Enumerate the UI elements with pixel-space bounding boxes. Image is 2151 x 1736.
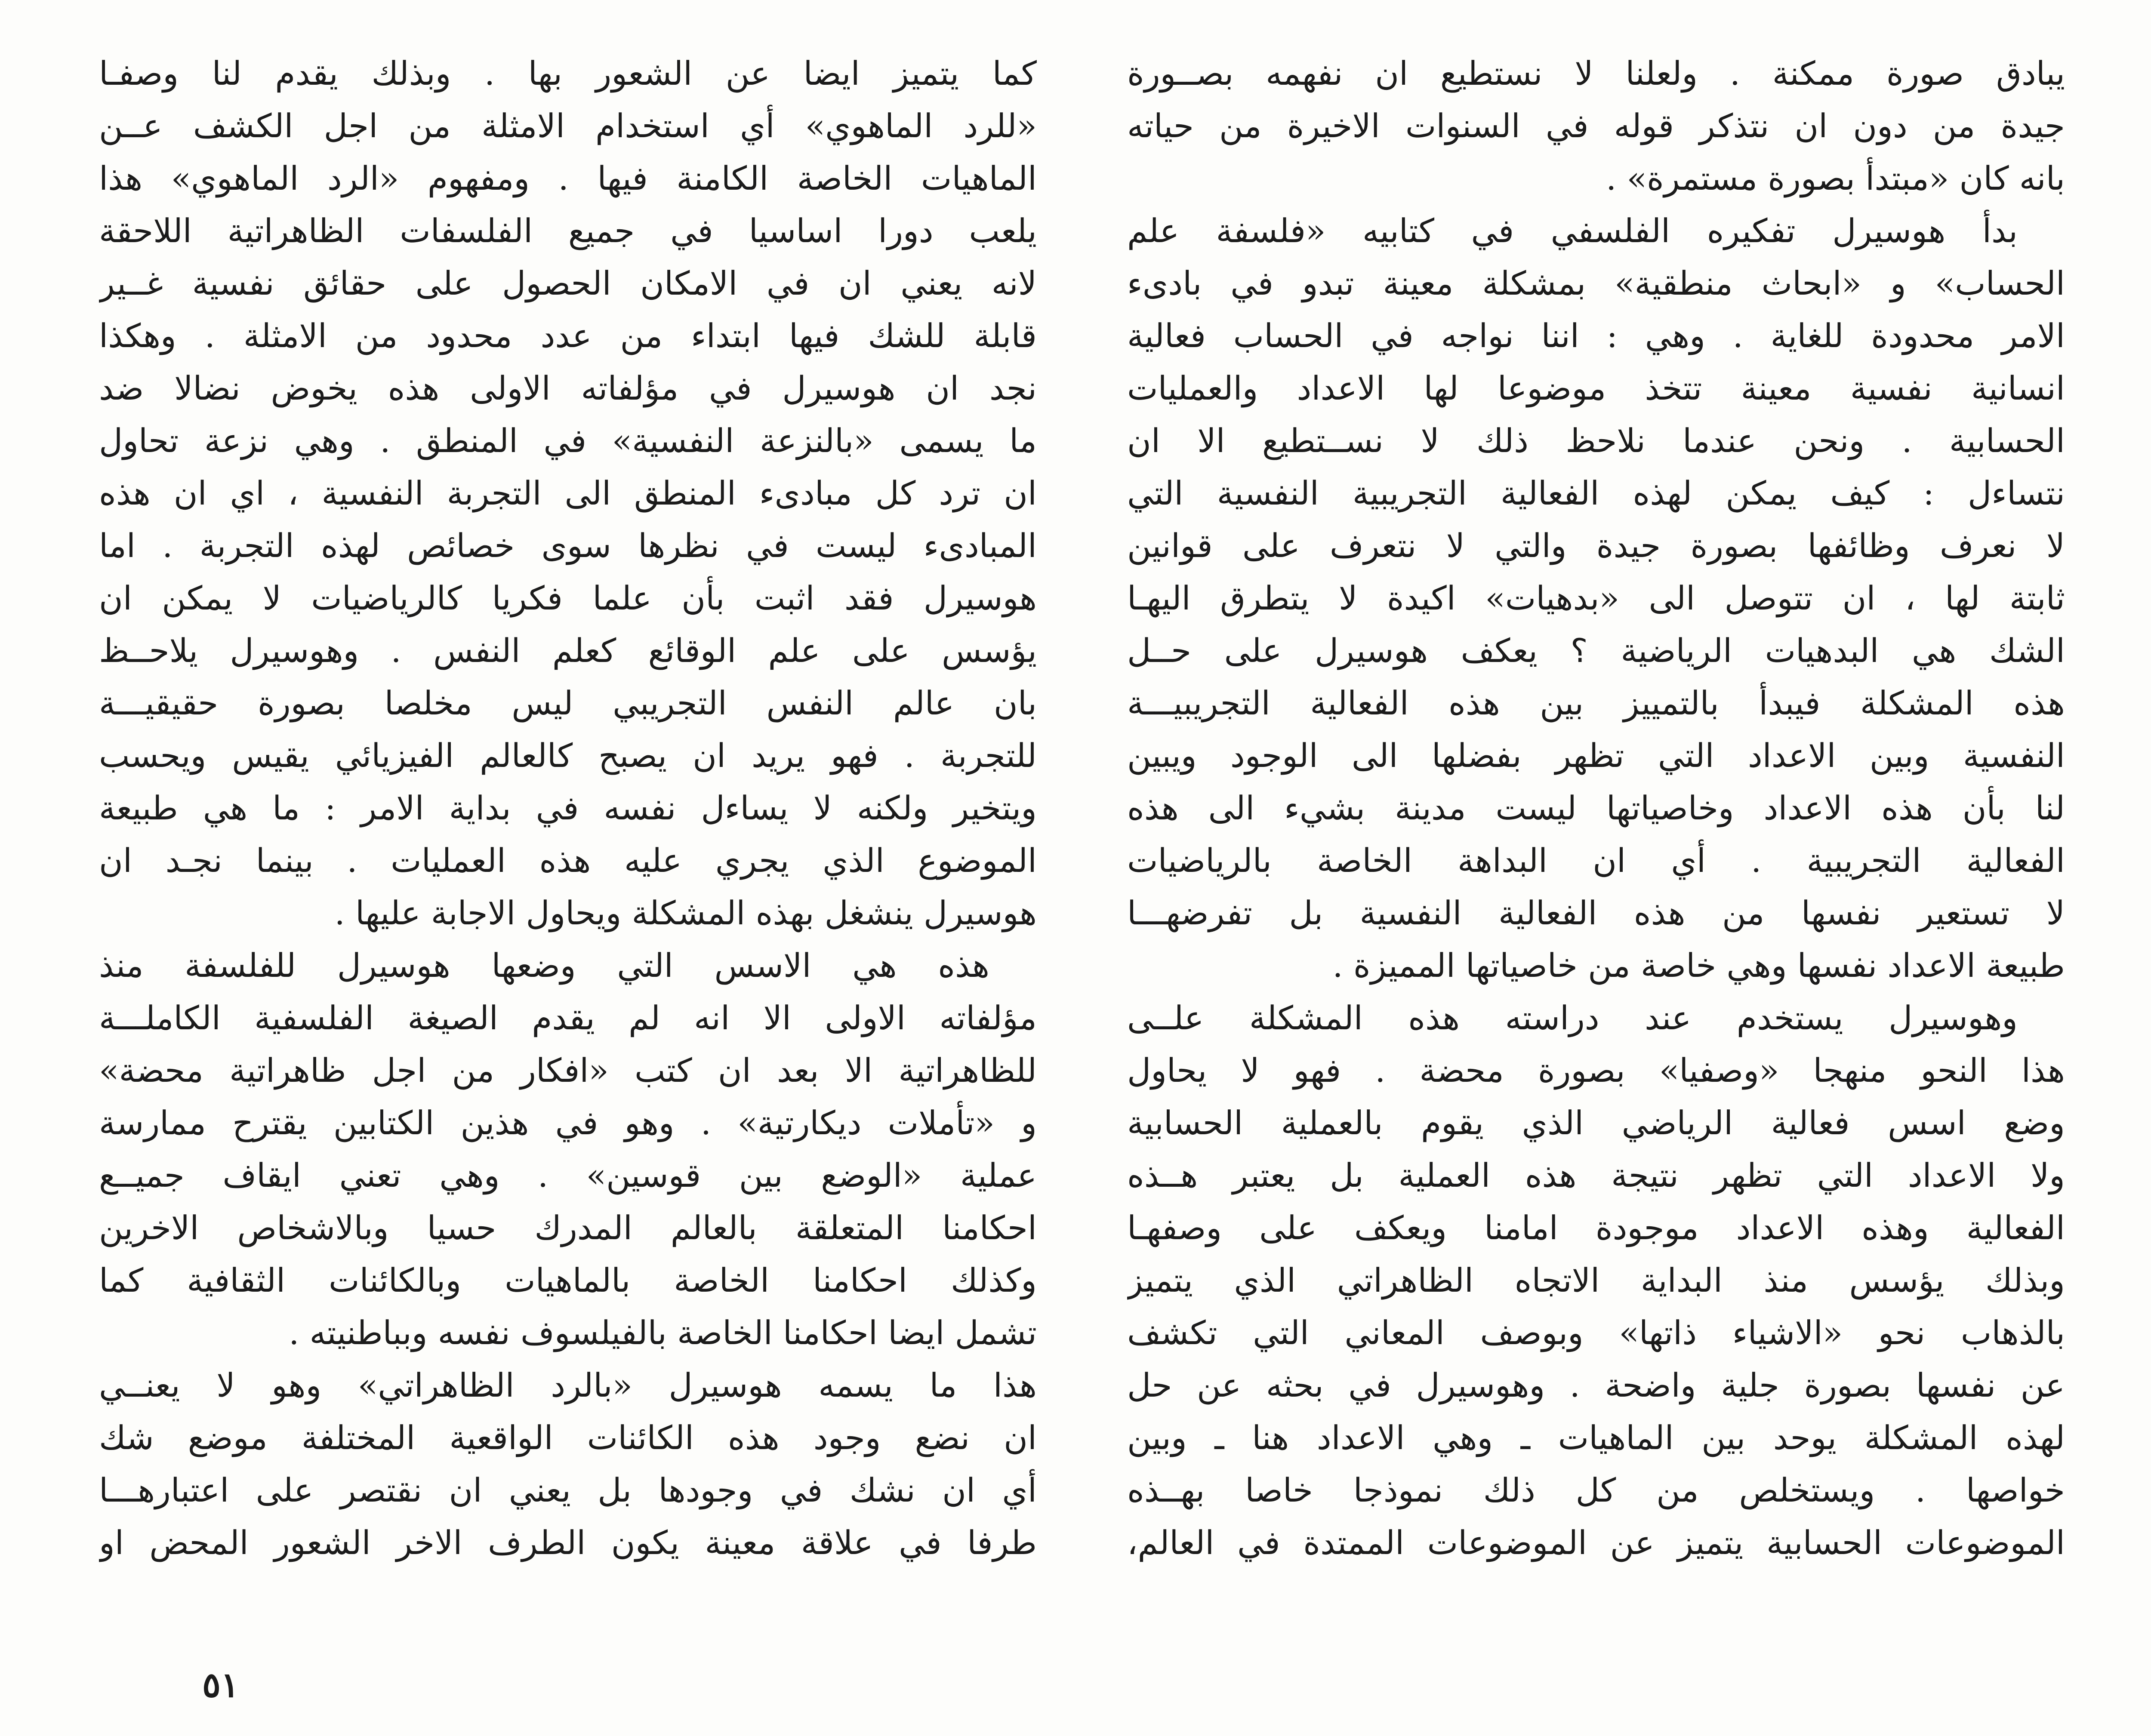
text-line: أي ان نشك في وجودها بل يعني ان نقتصر على اعتبارهـــا xyxy=(99,1471,1037,1509)
text-line: جيدة من دون ان نتذكر قوله في السنوات الاخيرة من حياته xyxy=(1127,107,2065,145)
text-line: انسانية نفسية معينة تتخذ موضوعا لها الاعداد والعمليات xyxy=(1127,369,2065,407)
text-line: هذا ما يسمه هوسيرل «بالرد الظاهراتي» وهو لا يعنــي xyxy=(99,1366,1037,1404)
text-line: المبادىء ليست في نظرها سوى خصائص لهذه التجربة . اما xyxy=(99,526,1037,565)
text-line: للتجربة . فهو يريد ان يصبح كالعالم الفيزيائي يقيس ويحسب xyxy=(99,736,1037,775)
text-column-left xyxy=(99,47,1037,1569)
text-line: احكامنا المتعلقة بالعالم المدرك حسيا وبالاشخاص الاخرين xyxy=(99,1209,1037,1247)
text-line: يؤسس على علم الوقائع كعلم النفس . وهوسيرل يلاحــظ xyxy=(99,631,1037,670)
text-line: قابلة للشك فيها ابتداء من عدد محدود من الامثلة . وهكذا xyxy=(99,317,1037,355)
text-line: كما يتميز ايضا عن الشعور بها . وبذلك يقدم لنا وصفـا xyxy=(99,54,1037,92)
text-line: هوسيرل ينشغل بهذه المشكلة ويحاول الاجابة عليها . xyxy=(334,894,1037,932)
text-line: خواصها . ويستخلص من كل ذلك نموذجا خاصا بهــذه xyxy=(1127,1471,2065,1509)
text-line: ان ترد كل مبادىء المنطق الى التجربة النفسية ، اي ان هذه xyxy=(99,474,1037,512)
text-line: الشك هي البدهيات الرياضية ؟ يعكف هوسيرل على حــل xyxy=(1127,631,2065,670)
text-line: لنا بأن هذه الاعداد وخاصياتها ليست مدينة بشيء الى هذه xyxy=(1127,789,2065,827)
text-line: و «تأملات ديكارتية» . وهو في هذين الكتابين يقترح ممارسة xyxy=(99,1104,1037,1142)
page-number: ٥١ xyxy=(202,1665,239,1705)
text-line: طبيعة الاعداد نفسها وهي خاصة من خاصياتها المميزة . xyxy=(1332,946,2065,985)
text-line: عملية «الوضع بين قوسين» . وهي تعني ايقاف جميــع xyxy=(99,1156,1037,1194)
text-line: لا تستعير نفسها من هذه الفعالية النفسية بل تفرضهـــا xyxy=(1127,894,2065,932)
text-line: يبادق صورة ممكنة . ولعلنا لا نستطيع ان نفهمه بصــورة xyxy=(1127,54,2065,92)
text-line: نجد ان هوسيرل في مؤلفاته الاولى هذه يخوض نضالا ضد xyxy=(99,369,1037,407)
text-line: لا نعرف وظائفها بصورة جيدة والتي لا نتعرف على قوانين xyxy=(1127,526,2065,565)
text-line: هذه هي الاسس التي وضعها هوسيرل للفلسفة منذ xyxy=(99,946,989,985)
text-line: الماهيات الخاصة الكامنة فيها . ومفهوم «الرد الماهوي» هذا xyxy=(99,159,1037,197)
text-line: هذه المشكلة فيبدأ بالتمييز بين هذه الفعالية التجريبيـــة xyxy=(1127,684,2065,722)
text-line: الفعالية وهذه الاعداد موجودة امامنا ويعكف على وصفهـا xyxy=(1127,1209,2065,1247)
text-line: النفسية وبين الاعداد التي تظهر بفضلها الى الوجود ويبين xyxy=(1127,736,2065,775)
text-line: الموضوع الذي يجري عليه هذه العمليات . بينما نجـد ان xyxy=(99,841,1037,880)
text-line: وهوسيرل يستخدم عند دراسته هذه المشكلة علــى xyxy=(1127,999,2018,1037)
text-line: بانه كان «مبتدأ بصورة مستمرة» . xyxy=(1606,159,2065,197)
text-line: عن نفسها بصورة جلية واضحة . وهوسيرل في بحثه عن حل xyxy=(1127,1366,2065,1404)
text-line: ان نضع وجود هذه الكائنات الواقعية المختلفة موضع شك xyxy=(99,1419,1037,1457)
text-line: ما يسمى «بالنزعة النفسية» في المنطق . وهي نزعة تحاول xyxy=(99,422,1037,460)
text-line: هذا النحو منهجا «وصفيا» بصورة محضة . فهو لا يحاول xyxy=(1127,1051,2065,1090)
text-line: الحساب» و «ابحاث منطقية» بمشكلة معينة تبدو في بادىء xyxy=(1127,264,2065,302)
text-line: الامر محدودة للغاية . وهي : اننا نواجه في الحساب فعالية xyxy=(1127,317,2065,355)
text-line: طرفا في علاقة معينة يكون الطرف الاخر الشعور المحض او xyxy=(99,1524,1037,1562)
text-line: ويتخير ولكنه لا يساءل نفسه في بداية الامر : ما هي طبيعة xyxy=(99,789,1037,827)
text-line: وضع اسس فعالية الرياضي الذي يقوم بالعملية الحسابية xyxy=(1127,1104,2065,1142)
text-line: مؤلفاته الاولى الا انه لم يقدم الصيغة الفلسفية الكاملـــة xyxy=(99,999,1037,1037)
text-line: «للرد الماهوي» أي استخدام الامثلة من اجل الكشف عــن xyxy=(99,107,1037,145)
text-line: هوسيرل فقد اثبت بأن علما فكريا كالرياضيات لا يمكن ان xyxy=(99,579,1037,617)
text-line: ولا الاعداد التي تظهر نتيجة هذه العملية بل يعتبر هــذه xyxy=(1127,1156,2065,1194)
text-line: يلعب دورا اساسيا في جميع الفلسفات الظاهراتية اللاحقة xyxy=(99,212,1037,250)
text-line: بان عالم النفس التجريبي ليس مخلصا بصورة حقيقيـــة xyxy=(99,684,1037,722)
text-line: تشمل ايضا احكامنا الخاصة بالفيلسوف نفسه وبباطنيته . xyxy=(289,1314,1037,1352)
text-line: لانه يعني ان في الامكان الحصول على حقائق نفسية غــير xyxy=(99,264,1037,302)
text-line: ثابتة لها ، ان تتوصل الى «بدهيات» اكيدة لا يتطرق اليهـا xyxy=(1127,579,2065,617)
text-line: وبذلك يؤسس منذ البداية الاتجاه الظاهراتي الذي يتميز xyxy=(1127,1261,2065,1299)
text-column-right xyxy=(1127,47,2065,1569)
text-line: الفعالية التجريبية . أي ان البداهة الخاصة بالرياضيات xyxy=(1127,841,2065,880)
text-line: بالذهاب نحو «الاشياء ذاتها» وبوصف المعاني التي تكشف xyxy=(1127,1314,2065,1352)
text-line: بدأ هوسيرل تفكيره الفلسفي في كتابيه «فلسفة علم xyxy=(1127,212,2018,250)
text-line: لهذه المشكلة يوحد بين الماهيات ـ وهي الاعداد هنا ـ وبين xyxy=(1127,1419,2065,1457)
text-line: الموضوعات الحسابية يتميز عن الموضوعات الممتدة في العالم، xyxy=(1127,1524,2065,1562)
text-line: نتساءل : كيف يمكن لهذه الفعالية التجريبية النفسية التي xyxy=(1127,474,2065,512)
text-line: وكذلك احكامنا الخاصة بالماهيات وبالكائنات الثقافية كما xyxy=(99,1261,1037,1299)
text-line: الحسابية . ونحن عندما نلاحظ ذلك لا نســتطيع الا ان xyxy=(1127,422,2065,460)
text-line: للظاهراتية الا بعد ان كتب «افكار من اجل ظاهراتية محضة» xyxy=(99,1051,1037,1090)
